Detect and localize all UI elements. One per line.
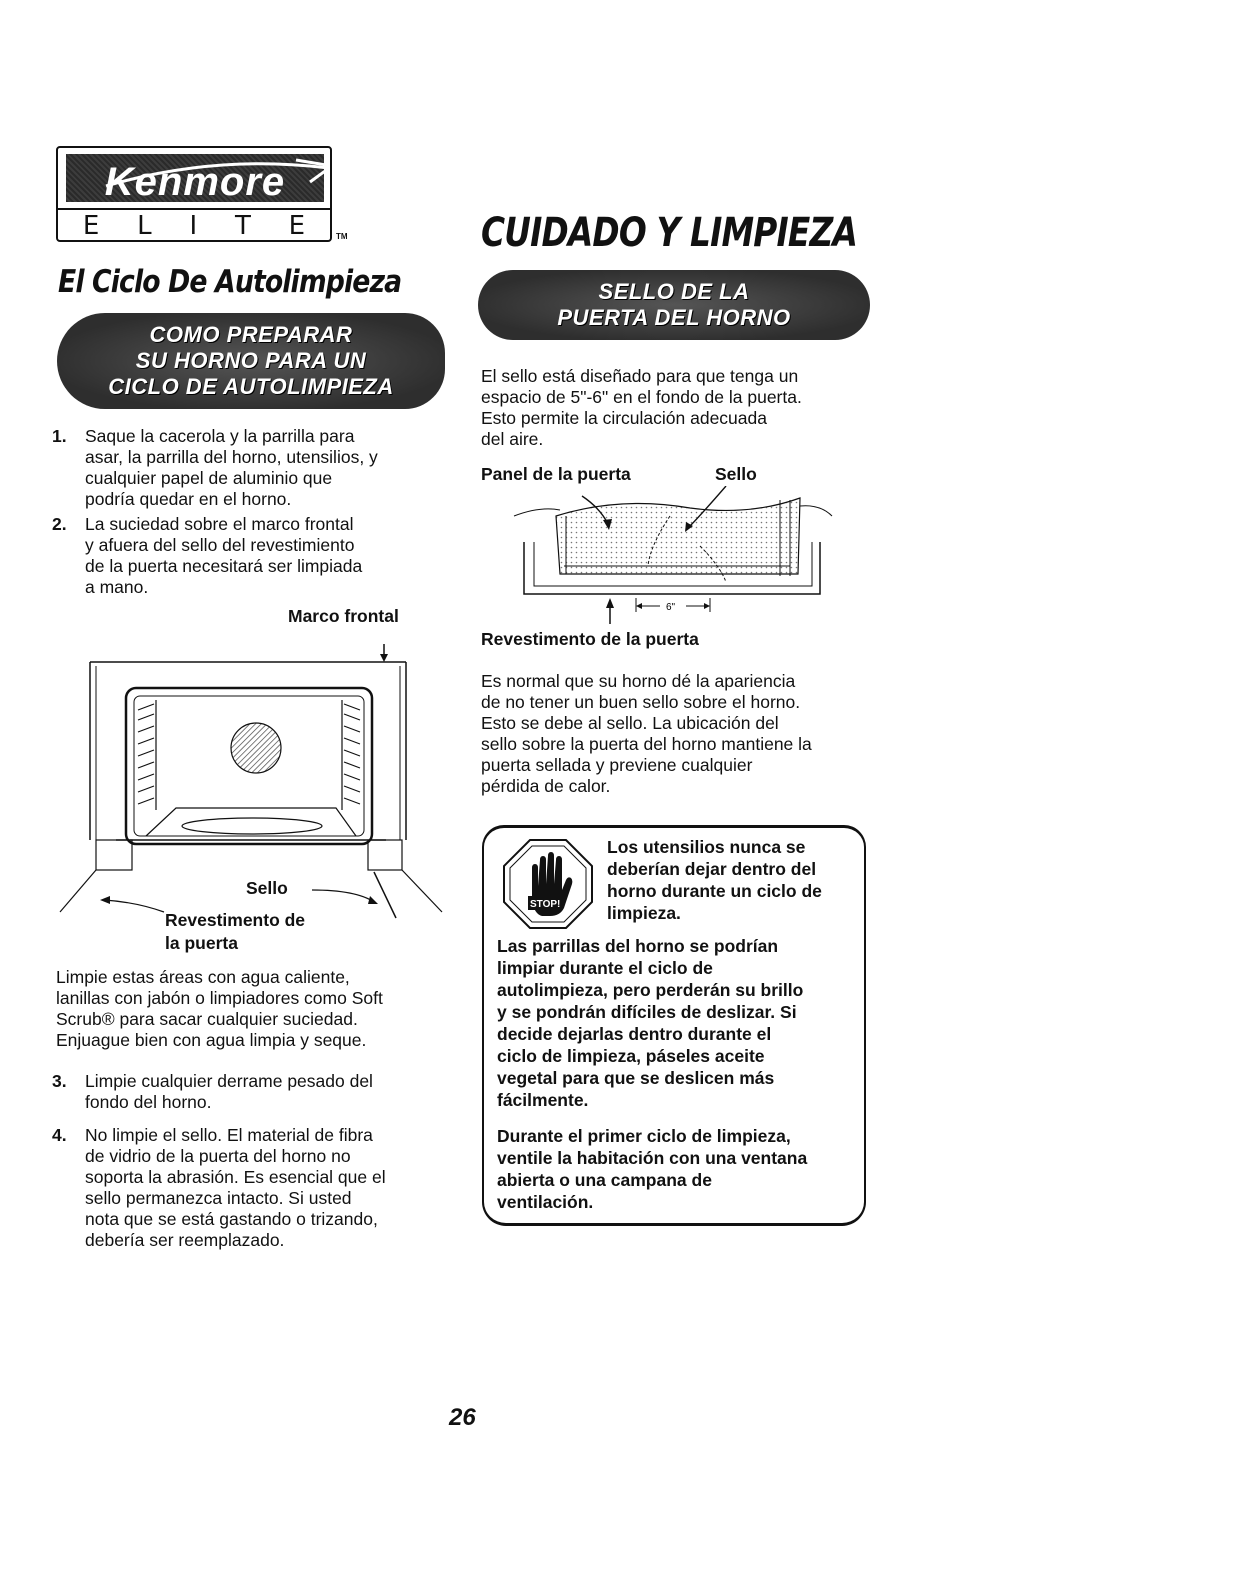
banner-prepare-oven: [57, 313, 445, 409]
logo-wordmark: Kenmore: [104, 159, 286, 202]
warning-paragraph-1: Las parrillas del horno se podrían limpiar durante el ciclo de autolimpieza, pero perderán su brillo y se pondrán difíciles de deslizar. Si decide dejarlas dentro durante el ciclo de limpieza, páseles aceite vegetal para que se deslicen más fácilmente.: [497, 936, 804, 1110]
kenmore-elite-logo: [56, 146, 332, 242]
list-item: 1. Saque la cacerola y la parrilla para asar, la parrilla del horno, utensilios, y cualquier papel de aluminio que podría quedar en el horno.: [52, 426, 378, 509]
warning-heading: Los utensilios nunca se deberían dejar dentro del horno durante un ciclo de limpieza.: [607, 837, 822, 923]
label-sello: Sello: [246, 878, 288, 898]
warning-paragraph-2: Durante el primer ciclo de limpieza, ventile la habitación con una ventana abierta o una campana de ventilación.: [497, 1126, 808, 1212]
banner-line: SELLO DE LA: [598, 279, 750, 304]
logo-letter: L: [137, 211, 152, 241]
logo-letter: I: [189, 211, 198, 241]
seal-explanation: Es normal que su horno dé la apariencia de no tener un buen sello sobre el horno. Esto se debe al sello. La ubicación del sello sobre la puerta del horno mantiene la puerta sellada y previene cualquier pérdida de calor.: [481, 671, 812, 796]
steps-list-1: [52, 426, 452, 598]
steps-list-2: [52, 1071, 452, 1251]
trademark-mark: TM: [336, 232, 348, 241]
logo-band: [66, 154, 324, 202]
banner-line: COMO PREPARAR: [149, 322, 353, 347]
cleaning-paragraph: Limpie estas áreas con agua caliente, lanillas con jabón o limpiadores como Soft Scrub® para sacar cualquier suciedad. Enjuague bien con agua limpia y seque.: [56, 967, 383, 1050]
logo-sub-letters: [58, 212, 330, 240]
label-sello-right: Sello: [715, 464, 757, 484]
label-revestimiento-right: Revestimento de la puerta: [481, 629, 699, 649]
section-title: El Ciclo De Autolimpieza: [58, 264, 402, 300]
banner-line: PUERTA DEL HORNO: [557, 305, 791, 330]
label-revestimiento-1: Revestimento de: [165, 910, 306, 930]
label-revestimiento-2: la puerta: [165, 933, 238, 953]
banner-line: SU HORNO PARA UN: [135, 348, 367, 373]
list-item: 3. Limpie cualquier derrame pesado del fondo del horno.: [52, 1071, 373, 1112]
door-seal-diagram: [500, 486, 840, 626]
dimension-label: 6": [666, 602, 676, 613]
stop-hand-icon: [502, 838, 594, 930]
logo-letter: E: [288, 211, 306, 241]
logo-letter: T: [234, 211, 251, 241]
page-number: 26: [449, 1404, 476, 1431]
seal-intro: El sello está diseñado para que tenga un espacio de 5"-6" en el fondo de la puerta. Esto permite la circulación adecuada del aire.: [481, 366, 802, 449]
list-item: 2. La suciedad sobre el marco frontal y afuera del sello del revestimiento de la puerta necesitará ser limpiada a mano.: [52, 514, 363, 597]
logo-letter: E: [82, 211, 100, 241]
banner-line: CICLO DE AUTOLIMPIEZA: [108, 374, 394, 399]
stop-label: STOP!: [530, 899, 561, 910]
label-marco-frontal: Marco frontal: [288, 606, 399, 626]
banner-door-seal: [478, 270, 870, 340]
oven-interior-diagram: [56, 640, 446, 920]
page-title: CUIDADO Y LIMPIEZA: [481, 210, 858, 256]
list-item: 4. No limpie el sello. El material de fibra de vidrio de la puerta del horno no soporta la abrasión. Es esencial que el sello permanezca intacto. Si usted nota que se está gastando o trizando, debería ser reemplazado.: [52, 1125, 386, 1250]
label-panel-puerta: Panel de la puerta: [481, 464, 631, 484]
